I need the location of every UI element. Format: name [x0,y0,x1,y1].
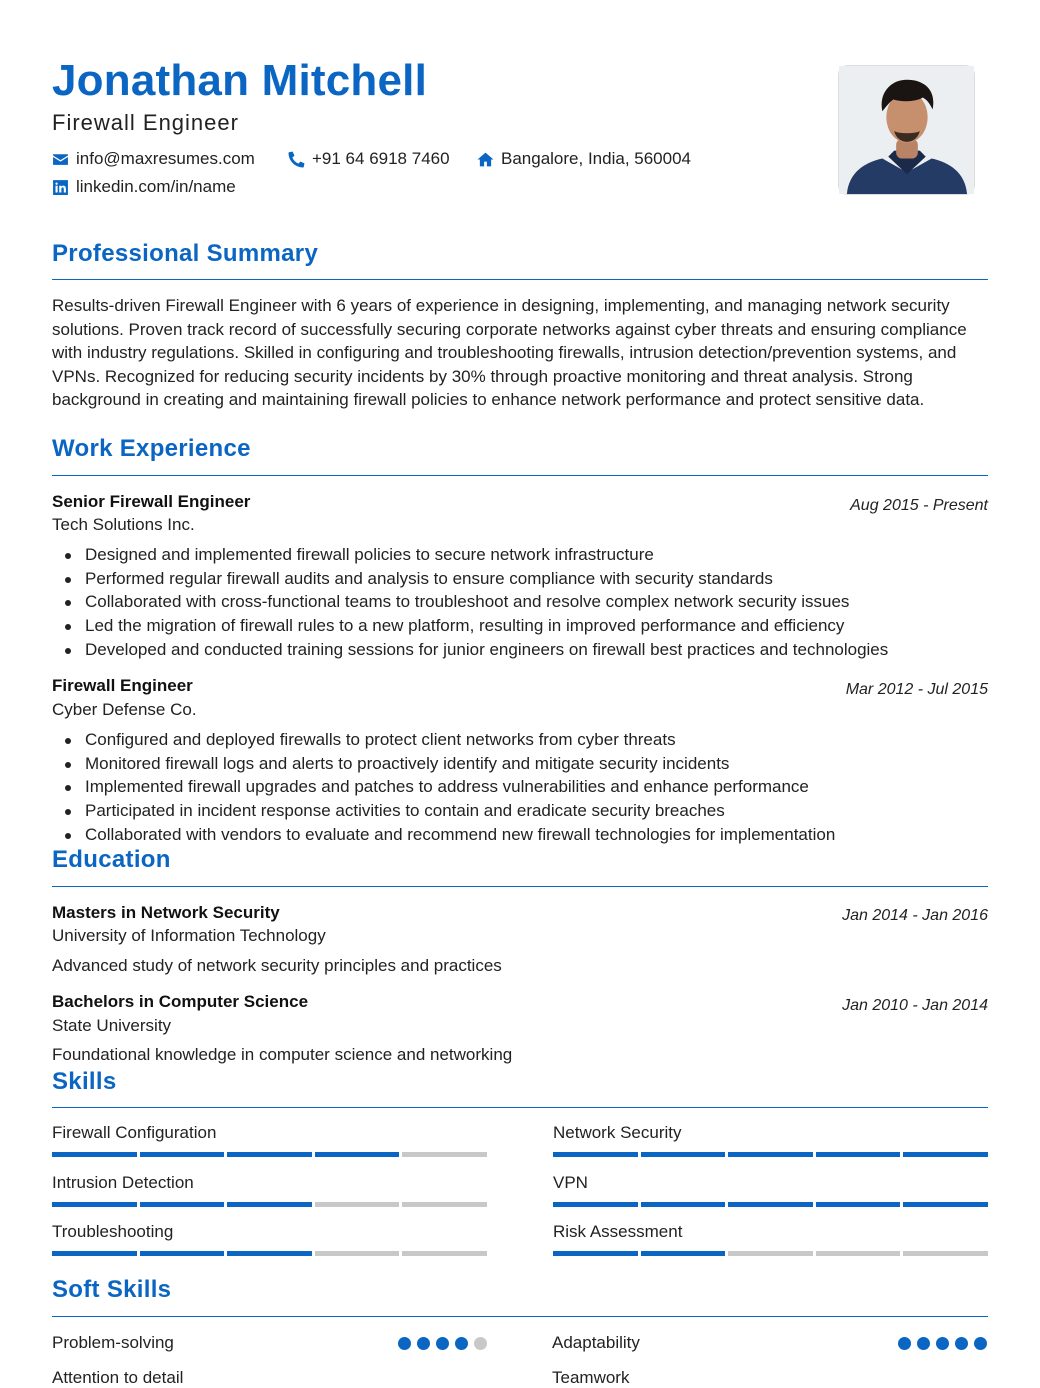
rating-dot [398,1337,411,1350]
skill-rating-bar [52,1152,487,1157]
summary-heading: Professional Summary [52,240,319,267]
linkedin-icon [52,179,69,196]
rating-dot [474,1337,487,1350]
skill-segment [903,1251,988,1256]
education-dates-2: Jan 2010 - Jan 2014 [842,997,988,1014]
soft-skill-name: Problem-solving [52,1333,174,1352]
job-company-1: Tech Solutions Inc. [52,515,195,534]
skill-segment [402,1202,487,1207]
contact-linkedin[interactable] [52,177,236,197]
skill-segment [641,1152,726,1157]
contact-email[interactable] [52,149,255,169]
skill-segment [227,1152,312,1157]
job-1-bullet: Led the migration of firewall rules to a new platform, resulting in improved performance and efficiency [52,614,988,638]
skill-segment [402,1152,487,1157]
job-2-bullet: Collaborated with vendors to evaluate and recommend new firewall technologies for implementation [52,823,988,847]
skills-divider [52,1107,988,1108]
skill-segment [728,1251,813,1256]
skill-item [553,1173,988,1207]
skill-segment [903,1202,988,1207]
skill-segment [641,1202,726,1207]
job-title-2: Firewall Engineer [52,676,193,695]
skill-item [52,1173,487,1207]
job-title-1: Senior Firewall Engineer [52,492,251,511]
soft-skill-name: Adaptability [552,1333,640,1352]
email-text: info@maxresumes.com [76,149,255,168]
degree-2: Bachelors in Computer Science [52,992,309,1011]
skill-segment [641,1251,726,1256]
rating-dot [955,1337,968,1350]
rating-dot [417,1337,430,1350]
skill-segment [816,1202,901,1207]
soft-skills-divider [52,1316,988,1317]
skill-item [52,1123,487,1157]
skill-segment [52,1202,137,1207]
degree-1: Masters in Network Security [52,903,280,922]
summary-text: Results-driven Firewall Engineer with 6 years of experience in designing, implementing, and managing network security solutions. Proven track record of successfully securing corporate networks against cyber threats and ensuring compliance with industry regulations. Skilled in configuring and troubleshooting firewalls, intrusion detection/prevention systems, and VPNs. Recognized for reducing security incidents by 30% through proactive monitoring and threat analysis. Strong background in creating and maintaining firewall policies to enhance network performance and protect sensitive data. [52,296,967,409]
rating-dot [436,1337,449,1350]
soft-skill-rating-dots [398,1337,488,1350]
experience-heading: Work Experience [52,435,251,462]
education-desc-1: Advanced study of network security principles and practices [52,956,502,975]
job-dates-2: Mar 2012 - Jul 2015 [845,681,988,698]
education-heading: Education [52,846,171,873]
skill-segment [402,1251,487,1256]
job-dates-1: Aug 2015 - Present [850,497,988,514]
job-bullets-1 [52,543,988,662]
job-1-bullet: Designed and implemented firewall policies to secure network infrastructure [52,543,988,567]
location-text: Bangalore, India, 560004 [501,149,691,168]
soft-skill-rating-dots [898,1337,988,1350]
phone-text: +91 64 6918 7460 [312,149,450,168]
contact-phone[interactable] [288,149,450,169]
contact-location [477,149,691,169]
skill-name: Risk Assessment [553,1222,683,1241]
skill-segment [52,1251,137,1256]
skill-segment [816,1152,901,1157]
job-2-bullet: Implemented firewall upgrades and patches to address vulnerabilities and enhance performance [52,775,988,799]
job-1-bullet: Performed regular firewall audits and analysis to ensure compliance with security standards [52,567,988,591]
skill-segment [227,1251,312,1256]
job-2-bullet: Configured and deployed firewalls to protect client networks from cyber threats [52,728,988,752]
phone-icon [288,151,305,168]
candidate-name: Jonathan Mitchell [52,56,427,105]
summary-divider [52,279,988,280]
skill-name: Network Security [553,1123,682,1142]
job-title: Firewall Engineer [52,110,239,135]
job-1-bullet: Collaborated with cross-functional teams to troubleshoot and resolve complex network security issues [52,590,988,614]
skill-name: Firewall Configuration [52,1123,217,1142]
skill-segment [52,1152,137,1157]
skill-name: Intrusion Detection [52,1173,194,1192]
rating-dot [898,1337,911,1350]
skill-segment [553,1202,638,1207]
job-bullets-2 [52,728,988,847]
profile-photo [838,65,975,195]
skill-segment [315,1251,400,1256]
job-2-bullet: Participated in incident response activities to contain and eradicate security breaches [52,799,988,823]
skill-segment [728,1152,813,1157]
school-1: University of Information Technology [52,926,326,945]
rating-dot [917,1337,930,1350]
skills-heading: Skills [52,1068,117,1095]
education-dates-1: Jan 2014 - Jan 2016 [842,907,988,924]
skill-segment [728,1202,813,1207]
envelope-icon [52,151,69,168]
soft-skill-name: Teamwork [552,1368,630,1387]
skill-segment [553,1251,638,1256]
skill-rating-bar [553,1251,988,1256]
portrait-illustration [839,66,974,194]
skill-segment [227,1202,312,1207]
education-divider [52,886,988,887]
skill-item [52,1222,487,1256]
education-desc-2: Foundational knowledge in computer science and networking [52,1045,513,1064]
linkedin-text: linkedin.com/in/name [76,177,236,196]
skill-segment [140,1202,225,1207]
job-company-2: Cyber Defense Co. [52,700,197,719]
home-icon [477,151,494,168]
skill-name: Troubleshooting [52,1222,174,1241]
skill-segment [140,1152,225,1157]
skill-item [553,1123,988,1157]
job-2-bullet: Monitored firewall logs and alerts to proactively identify and mitigate security incidents [52,752,988,776]
skill-rating-bar [553,1152,988,1157]
skill-name: VPN [553,1173,588,1192]
school-2: State University [52,1016,172,1035]
skill-segment [903,1152,988,1157]
rating-dot [974,1337,987,1350]
job-1-bullet: Developed and conducted training sessions for junior engineers on firewall best practices and technologies [52,638,988,662]
soft-skills-heading: Soft Skills [52,1276,172,1303]
soft-skill-name: Attention to detail [52,1368,184,1387]
skill-segment [140,1251,225,1256]
skill-segment [816,1251,901,1256]
rating-dot [936,1337,949,1350]
skill-segment [315,1152,400,1157]
skill-segment [315,1202,400,1207]
skill-rating-bar [52,1202,487,1207]
skill-item [553,1222,988,1256]
skill-segment [553,1152,638,1157]
skill-rating-bar [52,1251,487,1256]
skill-rating-bar [553,1202,988,1207]
experience-divider [52,475,988,476]
rating-dot [455,1337,468,1350]
